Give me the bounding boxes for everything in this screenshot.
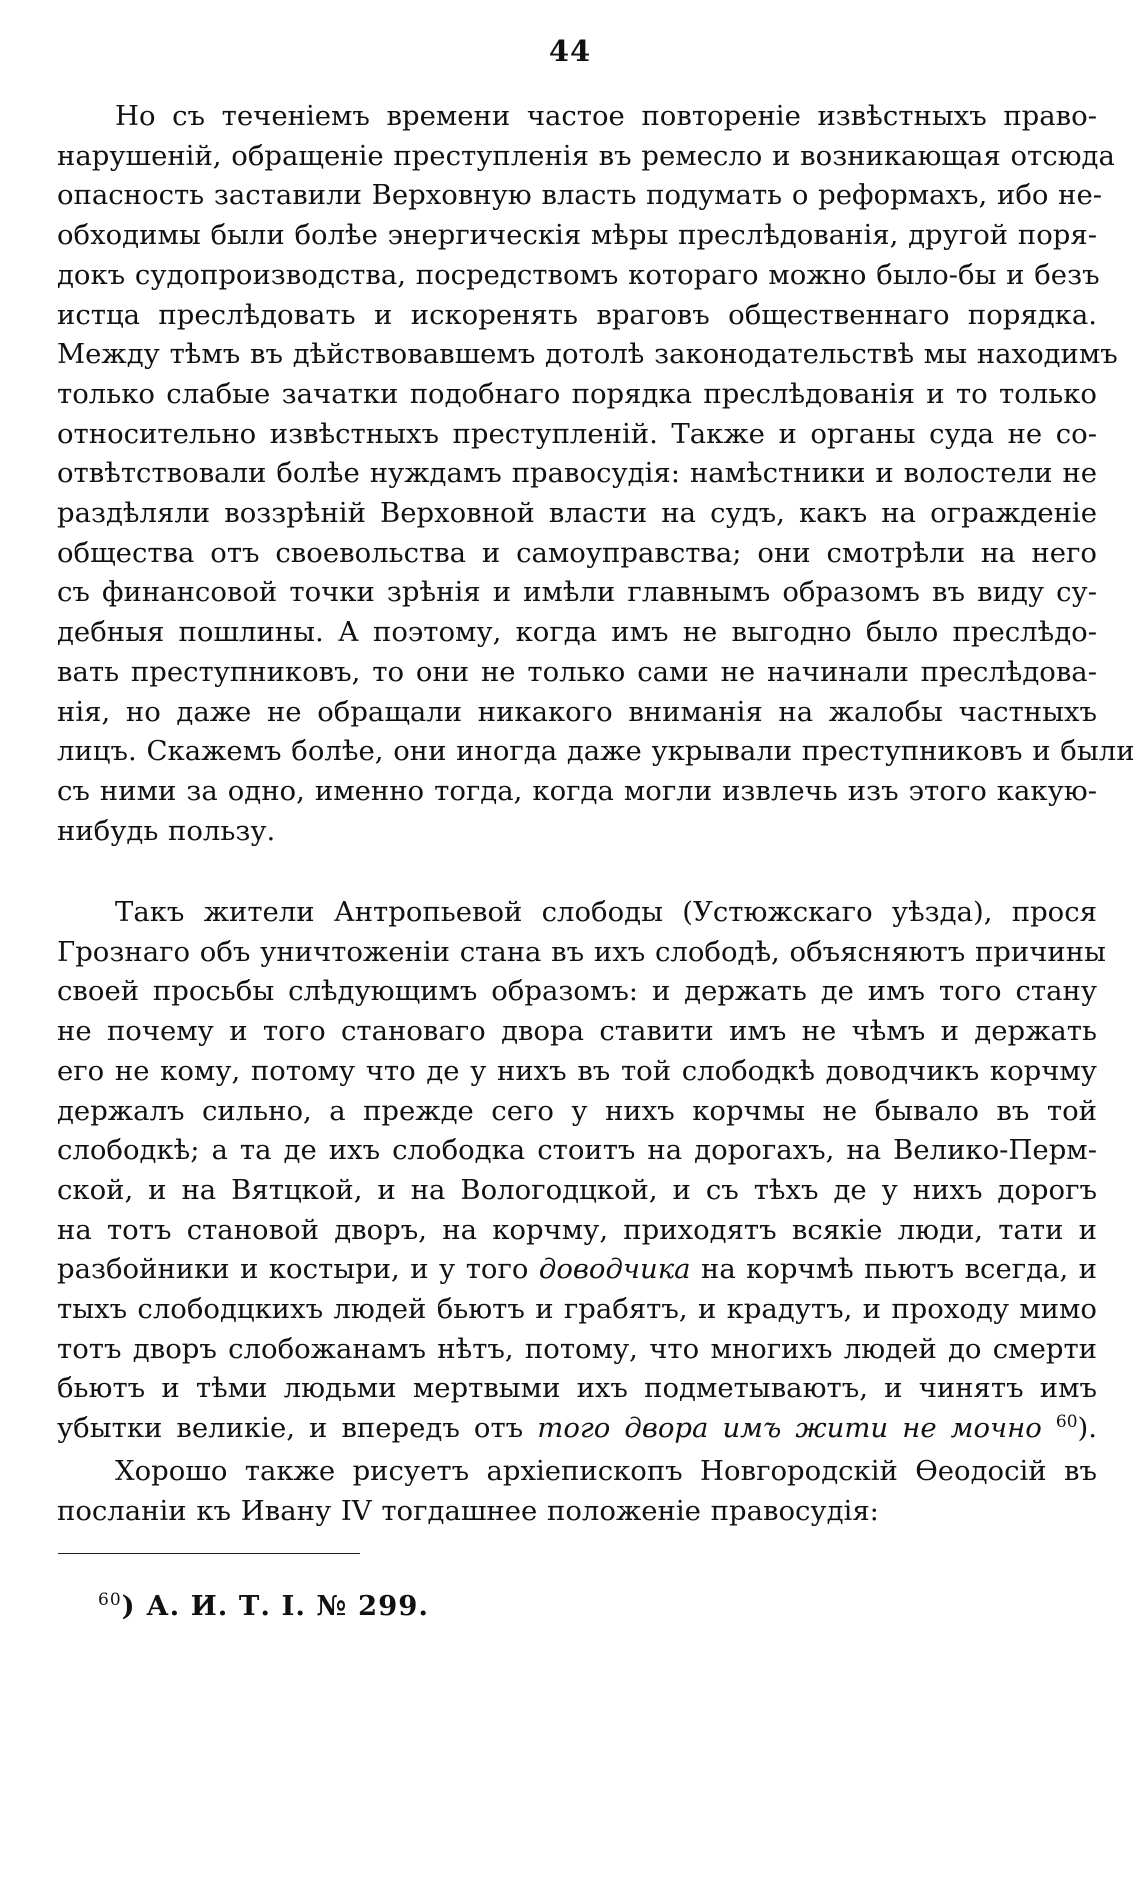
text-line: своей просьбы слѣдующимъ образомъ: и держать де имъ того стану xyxy=(57,975,1097,1008)
footnote xyxy=(98,1586,429,1626)
text-line: разбойники и костыри, и у того доводчика на корчмѣ пьютъ всегда, и xyxy=(57,1253,1097,1286)
paragraph-3 xyxy=(57,1452,1097,1531)
text-line: его не кому, потому что де у нихъ въ той слободкѣ доводчикъ корчму xyxy=(57,1054,1097,1087)
footnote-divider xyxy=(58,1553,360,1554)
text-line: докъ судопроизводства, посредствомъ котораго можно было-бы и безъ xyxy=(57,258,1100,291)
text-line: опасность заставили Верховную власть подумать о реформахъ, ибо не- xyxy=(57,179,1103,212)
footnote-text: ) А. И. Т. I. № 299. xyxy=(121,1590,429,1622)
text-line: Такъ жители Антропьевой слободы (Устюжскаго уѣзда), прося xyxy=(115,896,1097,928)
paragraph-1 xyxy=(57,97,1135,851)
text-line: Между тѣмъ въ дѣйствовавшемъ дотолѣ законодательствѣ мы находимъ xyxy=(57,338,1118,371)
text-line: нарушеній, обращеніе преступленія въ ремесло и возникающая отсюда xyxy=(57,139,1115,172)
footnote-reference[interactable]: 60 xyxy=(1055,1411,1078,1432)
text-line: вать преступниковъ, то они не только сами не начинали преслѣдова- xyxy=(57,655,1097,688)
text-line: ской, и на Вятцкой, и на Вологодцкой, и съ тѣхъ де у нихъ дорогъ xyxy=(57,1173,1097,1206)
text-line: не почему и того становаго двора ставити имъ не чѣмъ и держать xyxy=(57,1015,1097,1048)
text-line: нибудь пользу. xyxy=(57,814,276,847)
text-line: дебныя пошлины. А поэтому, когда имъ не выгодно было преслѣдо- xyxy=(57,616,1097,649)
text-line: держалъ сильно, а прежде сего у нихъ корчмы не бывало въ той xyxy=(57,1094,1097,1127)
text-line: обходимы были болѣе энергическія мѣры преслѣдованія, другой поря- xyxy=(57,219,1097,252)
text-line: раздѣляли воззрѣній Верховной власти на судъ, какъ на огражденіе xyxy=(57,497,1097,530)
text-line: отвѣтствовали болѣе нуждамъ правосудія: намѣстники и волостели не xyxy=(57,457,1097,490)
text-line: относительно извѣстныхъ преступленій. Также и органы суда не со- xyxy=(57,417,1097,450)
text-line: общества отъ своевольства и самоуправства; они смотрѣли на него xyxy=(57,536,1097,569)
text-line: посланіи къ Ивану IV тогдашнее положеніе правосудія: xyxy=(57,1494,879,1527)
text-line: Но съ теченіемъ времени частое повтореніе извѣстныхъ право- xyxy=(115,100,1097,132)
paragraph-2 xyxy=(57,893,1106,1449)
text-line: Грознаго объ уничтоженіи стана въ ихъ слободѣ, объясняютъ причины xyxy=(57,935,1106,968)
text-line: съ финансовой точки зрѣнія и имѣли главнымъ образомъ въ виду су- xyxy=(57,576,1097,609)
text-line: съ ними за одно, именно тогда, когда могли извлечь изъ этого какую- xyxy=(57,774,1097,807)
text-line: Хорошо также рисуетъ архіепископъ Новгородскій Ѳеодосій въ xyxy=(115,1455,1097,1487)
text-line: тыхъ слободцкихъ людей бьютъ и грабятъ, и крадутъ, и проходу мимо xyxy=(57,1293,1097,1326)
text-line: истца преслѣдовать и искоренять враговъ общественнаго порядка. xyxy=(57,298,1097,331)
footnote-marker: 60 xyxy=(98,1589,122,1610)
text-line: бьютъ и тѣми людьми мертвыми ихъ подметываютъ, и чинятъ имъ xyxy=(57,1372,1097,1405)
text-line: убытки великіе, и впередъ отъ того двора имъ жити не мочно $^{60}$). xyxy=(57,1411,1097,1445)
italic-term: доводчика xyxy=(538,1253,691,1286)
text-line: нія, но даже не обращали никакого вниманія на жалобы частныхъ xyxy=(57,695,1097,728)
page-number: 44 xyxy=(548,34,592,68)
text-line: слободкѣ; а та де ихъ слободка стоитъ на дорогахъ, на Велико-Перм- xyxy=(57,1134,1097,1167)
text-line: тотъ дворъ слобожанамъ нѣтъ, потому, что многихъ людей до смерти xyxy=(57,1332,1097,1365)
text-line: лицъ. Скажемъ болѣе, они иногда даже укрывали преступниковъ и были xyxy=(57,735,1135,768)
text-line: только слабые зачатки подобнаго порядка преслѣдованія и то только xyxy=(57,377,1097,410)
text-line: на тотъ становой дворъ, на корчму, приходятъ всякіе люди, тати и xyxy=(57,1213,1097,1246)
italic-quote: того двора имъ жити не мочно xyxy=(537,1412,1042,1445)
